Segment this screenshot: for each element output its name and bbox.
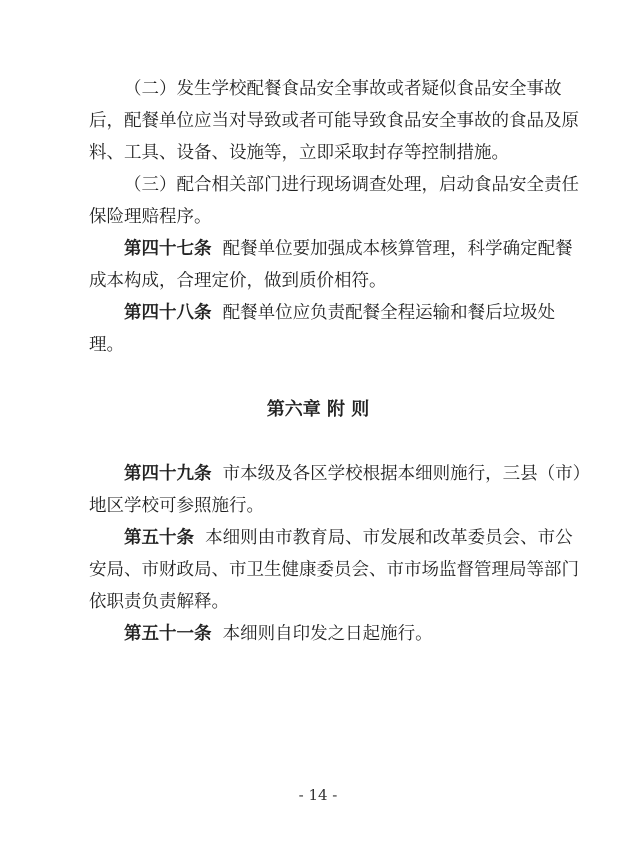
paragraph-line: 理。: [89, 335, 124, 355]
article-number: 第四十七条: [124, 239, 212, 259]
article-49-line: 第四十九条 市本级及各区学校根据本细则施行，三县（市）: [124, 464, 591, 484]
paragraph-line: （二）发生学校配餐食品安全事故或者疑似食品安全事故: [124, 79, 562, 99]
paragraph-line: （三）配合相关部门进行现场调查处理，启动食品安全责任: [124, 175, 579, 195]
page-number: - 14 -: [298, 786, 338, 804]
article-51-line: 第五十一条 本细则自印发之日起施行。: [124, 624, 433, 644]
article-number: 第四十八条: [124, 303, 212, 323]
paragraph-line: 依职责负责解释。: [89, 592, 229, 612]
article-47-line: 第四十七条 配餐单位要加强成本核算管理，科学确定配餐: [124, 239, 573, 259]
article-48-line: 第四十八条 配餐单位应负责配餐全程运输和餐后垃圾处: [124, 303, 556, 323]
paragraph-line: 地区学校可参照施行。: [89, 496, 264, 516]
article-number: 第四十九条: [124, 464, 212, 484]
paragraph-line: 安局、市财政局、市卫生健康委员会、市市场监督管理局等部门: [89, 560, 579, 580]
article-number: 第五十条: [124, 528, 194, 548]
paragraph-line: 料、工具、设备、设施等，立即采取封存等控制措施。: [89, 143, 509, 163]
paragraph-line: 后，配餐单位应当对导致或者可能导致食品安全事故的食品及原: [89, 111, 579, 131]
paragraph-line: 保险理赔程序。: [89, 207, 212, 227]
paragraph-line: 成本构成，合理定价，做到质价相符。: [89, 271, 387, 291]
article-50-line: 第五十条 本细则由市教育局、市发展和改革委员会、市公: [124, 528, 573, 548]
article-number: 第五十一条: [124, 624, 212, 644]
chapter-title: 第六章 附 则: [266, 399, 370, 420]
